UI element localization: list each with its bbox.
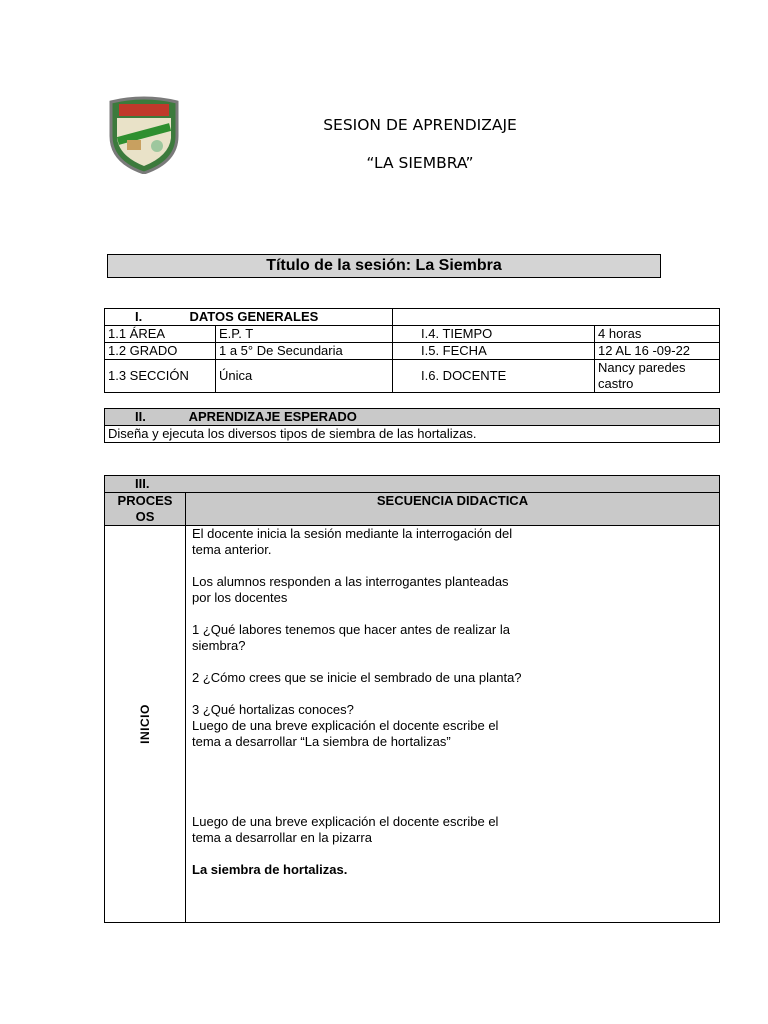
datos-value: E.P. T — [216, 326, 393, 343]
datos-value: 4 horas — [595, 326, 720, 343]
datos-key: I.5. FECHA — [393, 343, 595, 360]
section-number: II. — [135, 409, 146, 424]
aprendizaje-text: Diseña y ejecuta los diversos tipos de siembra de las hortalizas. — [105, 426, 720, 443]
paragraph: Los alumnos responden a las interrogantes planteadas por los docentes — [192, 574, 509, 605]
paragraph: 2 ¿Cómo crees que se inicie el sembrado de una planta? — [192, 670, 522, 685]
datos-key: I.6. DOCENTE — [393, 360, 595, 393]
datos-value: Nancy paredes castro — [595, 360, 720, 393]
secuencia-header: SECUENCIA DIDACTICA — [186, 493, 720, 526]
table-row — [105, 343, 720, 360]
aprendizaje-table — [104, 408, 720, 443]
section-heading: APRENDIZAJE ESPERADO — [188, 409, 357, 424]
paragraph-bold: La siembra de hortalizas. — [192, 862, 348, 877]
secuencia-table — [104, 475, 720, 923]
section-number: I. — [135, 309, 143, 324]
stage-cell — [105, 526, 186, 923]
secuencia-content — [186, 526, 720, 923]
procesos-header: PROCES OS — [105, 493, 186, 526]
datos-value: 12 AL 16 -09-22 — [595, 343, 720, 360]
datos-heading-empty — [393, 309, 720, 326]
stage-label: INICIO — [137, 704, 152, 744]
datos-value: Única — [216, 360, 393, 393]
datos-key: I.4. TIEMPO — [393, 326, 595, 343]
paragraph: El docente inicia la sesión mediante la interrogación del tema anterior. — [192, 526, 513, 557]
datos-generales-table — [104, 308, 720, 393]
paragraph: 1 ¿Qué labores tenemos que hacer antes de realizar la siembra? — [192, 622, 510, 653]
document-title: SESION DE APRENDIZAJE — [323, 116, 517, 134]
document-subtitle: “LA SIEMBRA” — [366, 154, 474, 172]
paragraph: 3 ¿Qué hortalizas conoces? — [192, 702, 354, 717]
paragraph: Luego de una breve explicación el docente escribe el tema a desarrollar “La siembra de hortalizas” — [192, 718, 499, 749]
secuencia-number: III. — [105, 476, 720, 493]
datos-value: 1 a 5° De Secundaria — [216, 343, 393, 360]
datos-key: 1.1 ÁREA — [105, 326, 216, 343]
table-row — [105, 360, 720, 393]
school-crest-icon — [107, 96, 181, 174]
paragraph: Luego de una breve explicación el docente escribe el tema a desarrollar en la pizarra — [192, 814, 499, 845]
table-row — [105, 326, 720, 343]
datos-heading-cell — [105, 309, 393, 326]
datos-key: 1.3 SECCIÓN — [105, 360, 216, 393]
section-heading: DATOS GENERALES — [189, 309, 319, 324]
session-title-bar: Título de la sesión: La Siembra — [107, 254, 661, 278]
datos-key: 1.2 GRADO — [105, 343, 216, 360]
aprendizaje-heading-cell — [105, 409, 720, 426]
